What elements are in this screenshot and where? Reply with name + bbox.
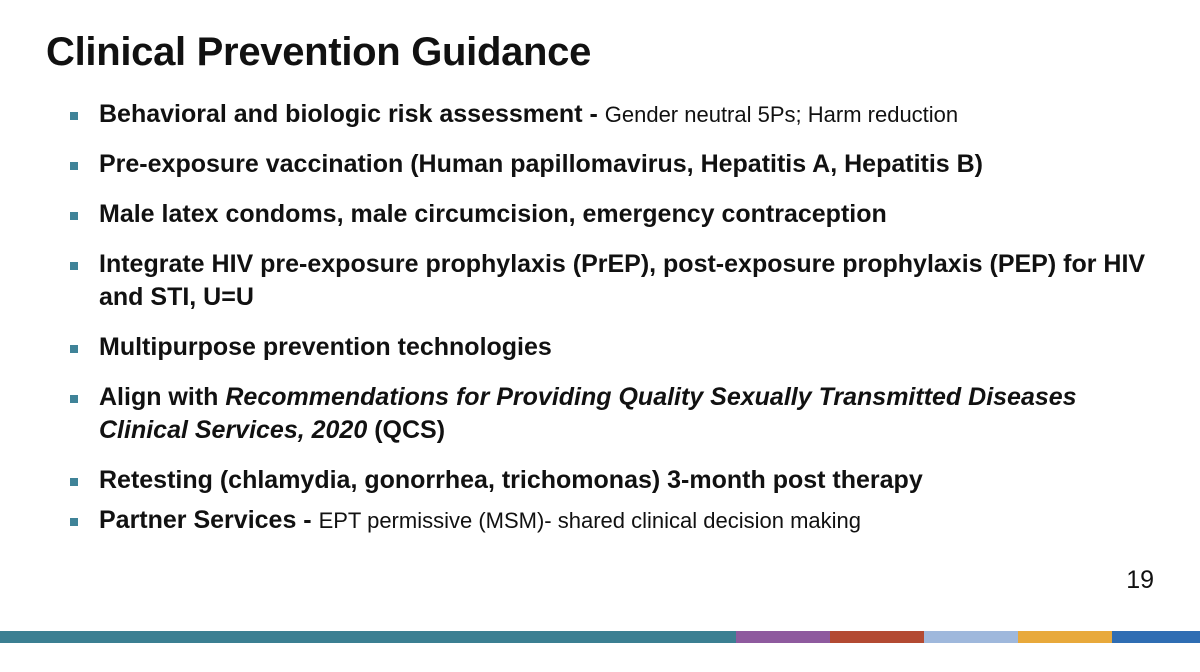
bullet-text-normal: Gender neutral 5Ps; Harm reduction bbox=[604, 102, 959, 127]
bullet-text-bold: Retesting (chlamydia, gonorrhea, trichomonas) 3-month post therapy bbox=[99, 466, 923, 494]
footer-bar-segment-light-blue bbox=[924, 631, 1018, 643]
bullet-item bbox=[70, 248, 1170, 314]
bullet-item bbox=[70, 504, 1170, 537]
footer-bar-segment-blue bbox=[1112, 631, 1200, 643]
bullet-text-bold: Behavioral and biologic risk assessment - bbox=[99, 100, 605, 128]
bullet-text-italic: Recommendations for Providing Quality Sexually Transmitted Diseases Clinical Services, 2020 bbox=[99, 383, 1077, 444]
bullet-item bbox=[70, 331, 1170, 364]
bullet-item bbox=[70, 198, 1170, 231]
page-number: 19 bbox=[1126, 566, 1154, 594]
bullet-text-bold: Multipurpose prevention technologies bbox=[99, 333, 552, 361]
square-bullet-icon bbox=[70, 518, 78, 526]
bullet-text-normal: EPT permissive (MSM)- shared clinical decision making bbox=[318, 508, 862, 533]
square-bullet-icon bbox=[70, 262, 78, 270]
square-bullet-icon bbox=[70, 112, 78, 120]
bullet-text-bold: Integrate HIV pre-exposure prophylaxis (PrEP), post-exposure prophylaxis (PEP) for HIV and STI, U=U bbox=[99, 250, 1146, 311]
footer-bar-segment-purple bbox=[736, 631, 830, 643]
square-bullet-icon bbox=[70, 162, 78, 170]
bullet-item bbox=[70, 148, 1170, 181]
bullet-item bbox=[70, 98, 1170, 131]
bullet-text-bold: Partner Services - bbox=[99, 506, 319, 534]
bullet-item bbox=[70, 381, 1170, 447]
footer-color-bar bbox=[0, 631, 1200, 643]
bullet-list bbox=[70, 98, 1170, 554]
footer-bar-segment-orange bbox=[1018, 631, 1112, 643]
footer-bar-segment-teal bbox=[0, 631, 736, 643]
square-bullet-icon bbox=[70, 212, 78, 220]
footer-bar-segment-red bbox=[830, 631, 924, 643]
bullet-text-bold-suffix: (QCS) bbox=[367, 416, 446, 444]
square-bullet-icon bbox=[70, 478, 78, 486]
bullet-text-bold: Male latex condoms, male circumcision, emergency contraception bbox=[99, 200, 887, 228]
bullet-text-bold: Align with bbox=[99, 383, 226, 411]
slide-title: Clinical Prevention Guidance bbox=[46, 30, 592, 74]
square-bullet-icon bbox=[70, 345, 78, 353]
bullet-item bbox=[70, 464, 1170, 497]
square-bullet-icon bbox=[70, 395, 78, 403]
bullet-text-bold: Pre-exposure vaccination (Human papillomavirus, Hepatitis A, Hepatitis B) bbox=[99, 150, 984, 178]
